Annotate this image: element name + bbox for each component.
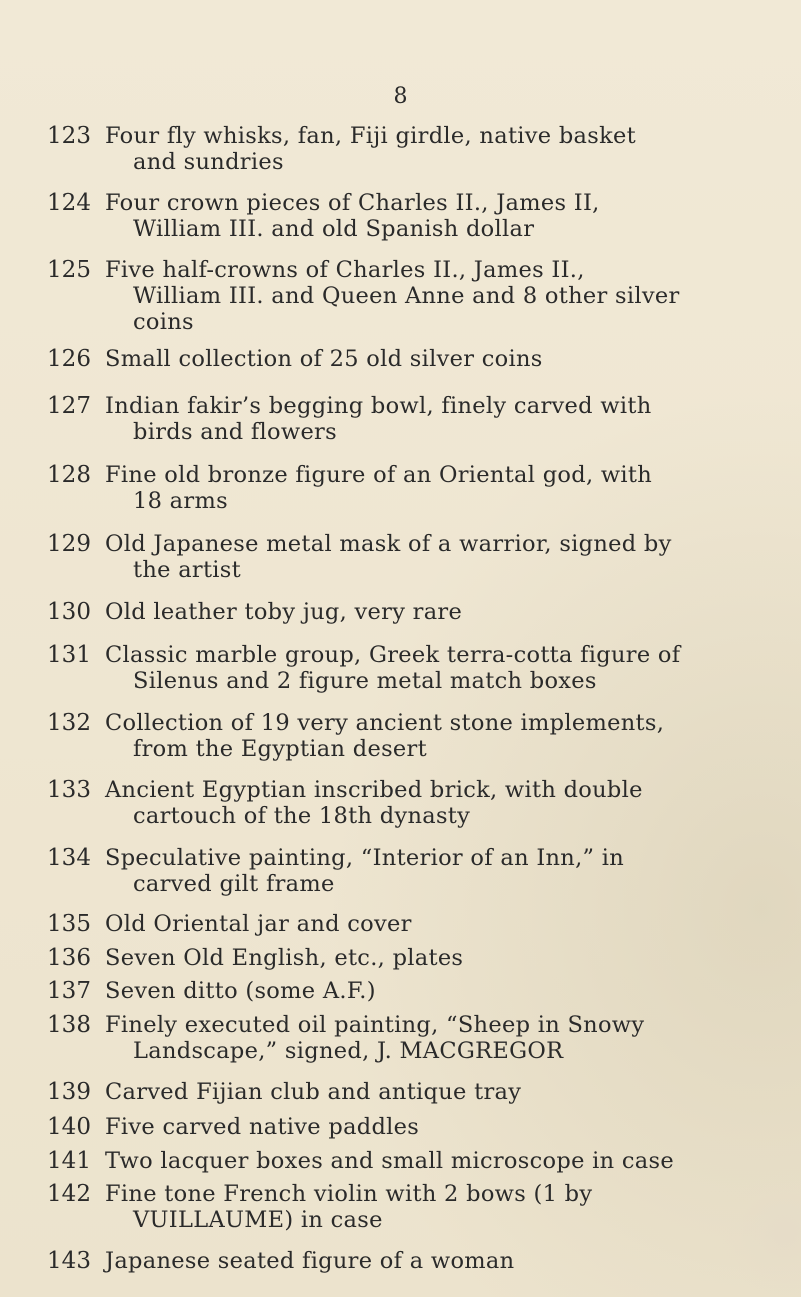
lot-description [105, 710, 795, 762]
lot-description-line: Five carved native paddles [105, 1114, 420, 1140]
lot-number: 132 [47, 710, 91, 736]
lot-description [105, 531, 795, 583]
lot-description [105, 845, 795, 897]
lot-description-continuation: Silenus and 2 figure metal match boxes [133, 668, 597, 694]
lot-description-line: Indian fakir’s begging bowl, finely carved with [105, 393, 652, 419]
lot-description [105, 978, 795, 1004]
lot-description-line: Speculative painting, “Interior of an Inn,” in [105, 845, 625, 871]
lot-number: 143 [47, 1248, 91, 1274]
lot-description-line: Collection of 19 very ancient stone implements, [105, 710, 665, 736]
lot-number: 138 [47, 1012, 91, 1038]
lot-description-line: Finely executed oil painting, “Sheep in Snowy [105, 1012, 645, 1038]
lot-description [105, 911, 795, 937]
lot-description-continuation: Landscape,” signed, J. MACGREGOR [133, 1038, 564, 1064]
lot-description-continuation: and sundries [133, 149, 284, 175]
lot-description-continuation: cartouch of the 18th dynasty [133, 803, 471, 829]
lot-description-continuation: carved gilt frame [133, 871, 335, 897]
lot-description-line: Japanese seated figure of a woman [105, 1248, 515, 1274]
lot-number: 137 [47, 978, 91, 1004]
lot-number: 139 [47, 1079, 91, 1105]
lot-description-continuation: William III. and Queen Anne and 8 other silver [133, 283, 680, 309]
lot-description-continuation: 18 arms [133, 488, 228, 514]
lot-description-continuation: birds and flowers [133, 419, 337, 445]
lot-description [105, 599, 795, 625]
lot-description-continuation: VUILLAUME) in case [133, 1207, 383, 1233]
lot-description-line: Five half-crowns of Charles II., James II., [105, 257, 585, 283]
lot-number: 125 [47, 257, 91, 283]
lot-description-line: Ancient Egyptian inscribed brick, with double [105, 777, 643, 803]
lot-description [105, 777, 795, 829]
lot-number: 128 [47, 462, 91, 488]
lot-description [105, 1079, 795, 1105]
lot-description-line: Old Oriental jar and cover [105, 911, 412, 937]
lot-description [105, 346, 795, 372]
lot-number: 130 [47, 599, 91, 625]
lot-description [105, 945, 795, 971]
lot-description [105, 1248, 795, 1274]
lot-description [105, 393, 795, 445]
lot-description [105, 1114, 795, 1140]
page-number: 8 [393, 84, 408, 109]
lot-number: 141 [47, 1148, 91, 1174]
lot-description-line: Carved Fijian club and antique tray [105, 1079, 522, 1105]
lot-number: 136 [47, 945, 91, 971]
lot-number: 129 [47, 531, 91, 557]
lot-description [105, 462, 795, 514]
lot-number: 124 [47, 190, 91, 216]
lot-description-line: Fine tone French violin with 2 bows (1 by [105, 1181, 593, 1207]
lot-number: 127 [47, 393, 91, 419]
lot-number: 134 [47, 845, 91, 871]
lot-description-line: Four fly whisks, fan, Fiji girdle, native basket [105, 123, 637, 149]
lot-number: 142 [47, 1181, 91, 1207]
lot-description-continuation: William III. and old Spanish dollar [133, 216, 535, 242]
lot-description [105, 642, 795, 694]
lot-description [105, 1181, 795, 1233]
lot-number: 131 [47, 642, 91, 668]
lot-description-line: Classic marble group, Greek terra-cotta figure of [105, 642, 681, 668]
lot-number: 140 [47, 1114, 91, 1140]
lot-description-line: Two lacquer boxes and small microscope in case [105, 1148, 674, 1174]
lot-description-continuation: from the Egyptian desert [133, 736, 427, 762]
lot-number: 126 [47, 346, 91, 372]
lot-description-line: Fine old bronze figure of an Oriental god, with [105, 462, 653, 488]
lot-description-line: Small collection of 25 old silver coins [105, 346, 543, 372]
lot-description-line: Four crown pieces of Charles II., James II, [105, 190, 600, 216]
lot-description-line: Old Japanese metal mask of a warrior, signed by [105, 531, 672, 557]
lot-description [105, 123, 795, 175]
lot-number: 135 [47, 911, 91, 937]
lot-description [105, 1012, 795, 1064]
lot-description-line: Seven ditto (some A.F.) [105, 978, 376, 1004]
lot-description-line: Seven Old English, etc., plates [105, 945, 464, 971]
lot-description-continuation: coins [133, 309, 194, 335]
lot-description-continuation: the artist [133, 557, 241, 583]
lot-number: 123 [47, 123, 91, 149]
lot-number: 133 [47, 777, 91, 803]
lot-description [105, 257, 795, 335]
lot-description-line: Old leather toby jug, very rare [105, 599, 463, 625]
lot-description [105, 190, 795, 242]
lot-description [105, 1148, 795, 1174]
paper-stain [721, 1170, 801, 1297]
